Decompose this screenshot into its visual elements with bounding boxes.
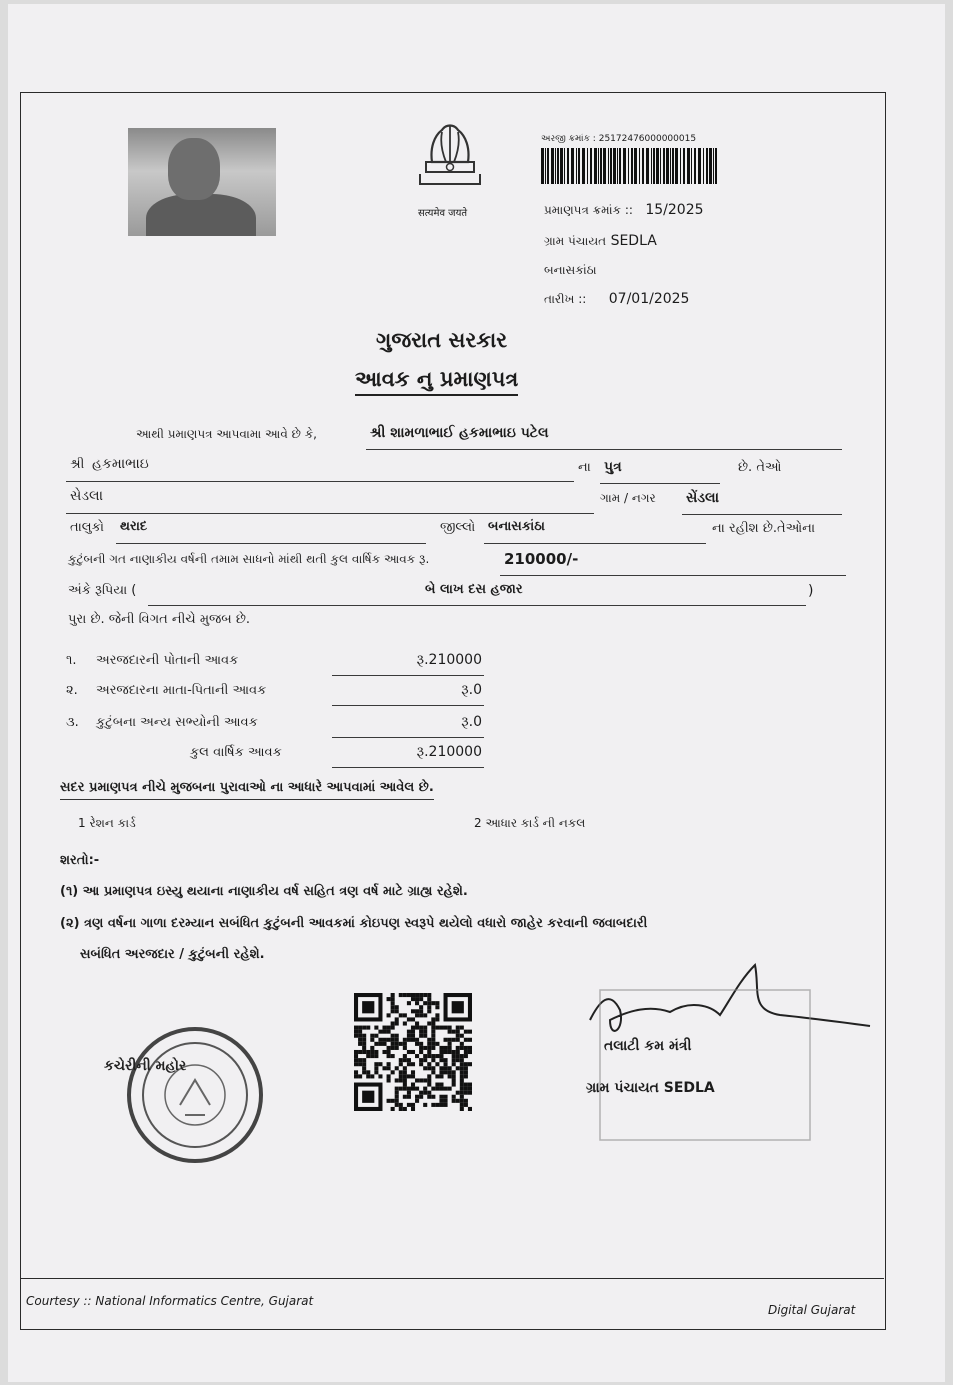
gram-panchayat [544,233,657,249]
resident-label: ના રહીશ છે.તેઓના [712,521,816,536]
words-line [148,605,806,606]
application-number-label: અરજી ક્રમાંક : [541,134,596,144]
qr-code [354,993,472,1111]
application-number [541,134,696,144]
relation-line [600,483,720,484]
signatory-title: તલાટી કમ મંત્રી [604,1038,692,1054]
income-sentence: કુટુંબની ગત નાણાકીય વર્ષની તમામ સાધનો માંથી થતી કુલ વાર્ષિક આવક રૂ. [68,552,430,566]
issue-date [544,291,689,307]
signatory-panchayat: ગ્રામ પંચાયત SEDLA [586,1080,715,1096]
taluka-value: થરાદ [120,519,148,534]
father-name-line [66,481,574,482]
footer-divider [20,1278,884,1279]
income-row-3-no: ૩. [66,715,79,730]
signature [580,960,880,1150]
condition-2-continued: સબંધિત અરજદાર / કુટુંબની રહેશે. [80,947,265,962]
total-label: કુલ વાર્ષિક આવક [190,745,282,760]
income-row-2-line [332,705,484,706]
application-number-value: 25172476000000015 [598,134,697,144]
income-row-3-label: કુટુંબના અન્ય સભ્યોની આવક [96,715,258,730]
applicant-name: શ્રી શામળાભાઈ હકમાભાઇ પટેલ [370,425,549,441]
evidence-item-2: 2 આધાર કાર્ડ ની નકલ [474,816,586,830]
certificate-number [544,202,704,218]
certificate-title: આવક નુ પ્રમાણપત્ર [355,367,518,396]
taluka-line [116,543,426,544]
issue-date-value: 07/01/2025 [608,291,690,307]
details-intro: પુરા છે. જેની વિગત નીચે મુજબ છે. [68,612,251,627]
words-close: ) [808,583,814,599]
village-name: સેડલા [70,488,104,504]
government-title: ગુજરાત સરકાર [376,328,508,352]
father-name: હકમાભાઇ [92,456,149,472]
condition-1: (૧) આ પ્રમાણપત્ર ઇસ્યુ થયાના નાણાકીય વર્ષ સહિત ત્રણ વર્ષ માટે ગ્રાહ્ય રહેશે. [60,884,468,899]
income-row-2-value: રૂ.0 [461,682,482,698]
footer-courtesy: Courtesy :: National Informatics Centre, Gujarat [26,1294,314,1308]
applicant-photo [128,128,276,236]
village-line [66,513,594,514]
words-label: અંકે રૂપિયા ( [68,583,137,598]
certificate-number-value: 15/2025 [645,202,704,218]
evidence-item-1: 1 રેશન કાર્ડ [78,816,136,830]
income-row-3-value: રૂ.0 [461,714,482,730]
income-row-2-label: અરજદારના માતા-પિતાની આવક [96,683,267,698]
gam-nagar-line [682,514,842,515]
income-row-1-no: ૧. [66,653,77,668]
district-value: બનાસકાંઠા [488,519,545,534]
barcode [541,148,717,184]
evidence-heading: સદર પ્રમાણપત્ર નીચે મુજબના પુરાવાઓ ના આધારે આપવામાં આવેલ છે. [60,780,434,800]
gram-panchayat-value: SEDLA [610,233,657,249]
total-value: રૂ.210000 [416,744,482,760]
income-row-1-value: રૂ.210000 [416,652,482,668]
national-emblem-icon [412,118,488,198]
income-line [500,575,846,576]
na-label: ના [578,460,591,475]
emblem-motto: सत्यमेव जयते [418,208,468,219]
conditions-heading: શરતો:- [60,853,100,868]
condition-2: (૨) ત્રણ વર્ષના ગાળા દરમ્યાન સબંધિત કુટુંબની આવકમાં કોઇપણ સ્વરૂપે થયેલો વધારો જાહેર કરવાની જવાબદારી [60,916,648,931]
taluka-label: તાલુકો [70,520,105,535]
office-seal-stamp [120,1020,270,1170]
district-line [484,543,706,544]
income-row-3-line [332,737,484,738]
header-district: બનાસકાંઠા [544,263,597,277]
shri-label: શ્રી [70,457,85,472]
total-income-value: 210000/- [504,550,579,568]
teo-label: છે. તેઓ [738,460,782,475]
district-label: જીલ્લો [440,520,476,535]
income-row-2-no: ૨. [66,683,78,698]
gam-nagar-value: સેંડલા [686,490,720,506]
certificate-number-label: પ્રમાણપત્ર ક્રમાંક :: [544,203,633,217]
intro-text: આથી પ્રમાણપત્ર આપવામા આવે છે કે, [136,427,317,441]
office-seal-label: કચેરીની મહોર [104,1058,187,1074]
income-row-1-label: અરજદારની પોતાની આવક [96,653,239,668]
gam-nagar-label: ગામ / નગર [600,491,656,505]
words-value: બે લાખ દસ હજાર [425,582,523,597]
issue-date-label: તારીખ :: [544,292,587,306]
total-line [332,767,484,768]
income-row-1-line [332,675,484,676]
relation-value: પુત્ર [604,459,622,475]
gram-panchayat-label: ગ્રામ પંચાયત [544,234,607,248]
footer-digital-gujarat: Digital Gujarat [768,1303,856,1317]
applicant-name-line [366,449,842,450]
